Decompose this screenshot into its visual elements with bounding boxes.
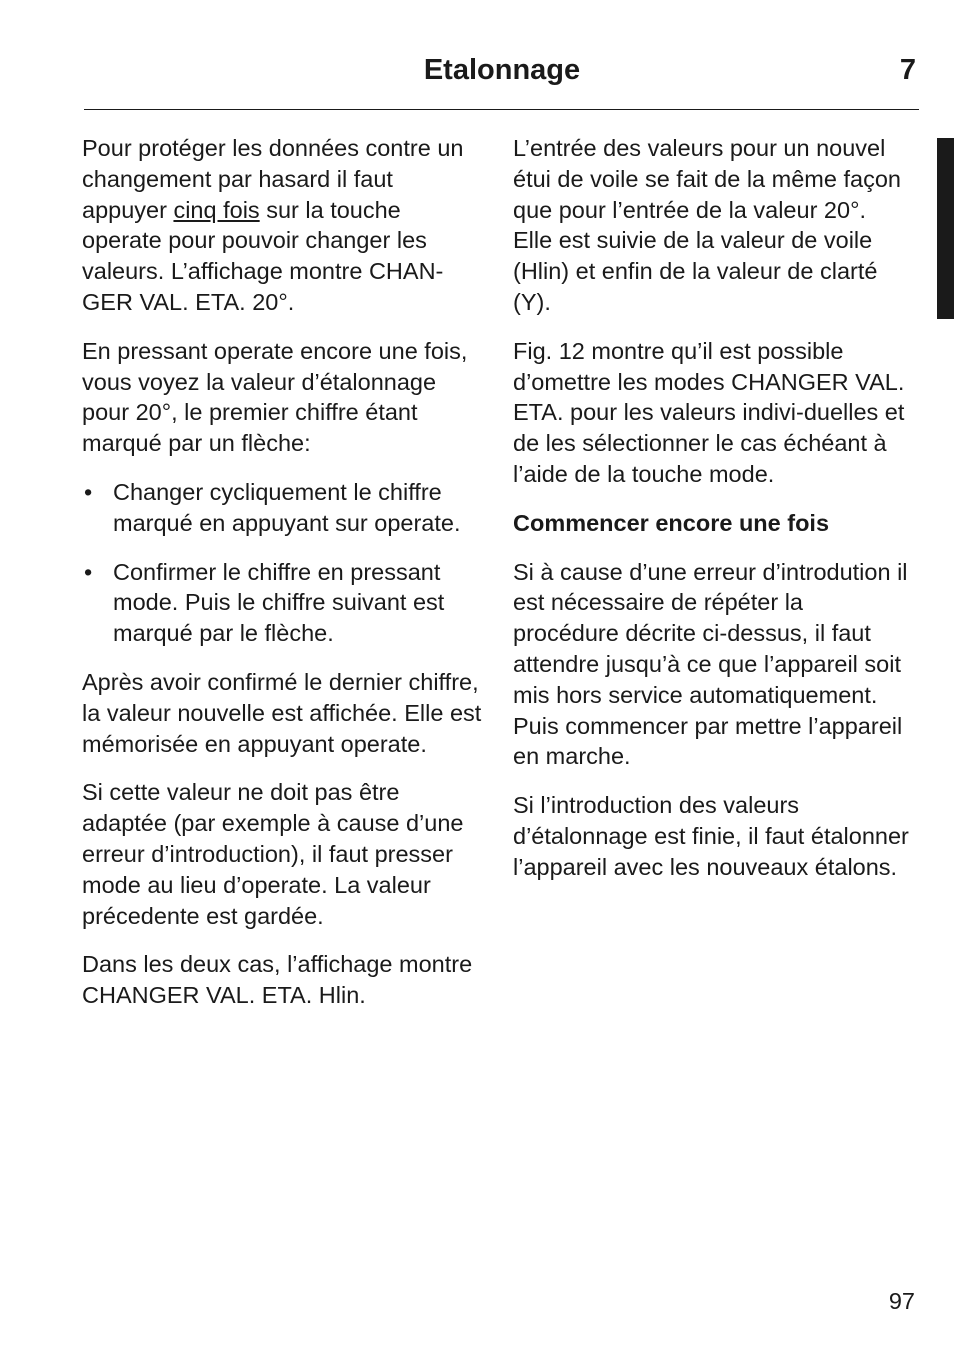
paragraph-not-adapted: Si cette valeur ne doit pas être adaptée (par exemple à cause d’une erreur d’introduction), il faut presser mode au lieu d’operate. La valeur précedente est gardée. xyxy=(82,779,464,929)
bullet-icon: • xyxy=(84,558,93,585)
paragraph-operate: En pressant operate encore une fois, vous voyez la valeur d’étalonnage pour 20°, le premier chiffre étant marqué par un flèche: xyxy=(82,337,468,457)
bullet-icon: • xyxy=(84,478,93,505)
chapter-thumb-tab xyxy=(937,138,954,319)
paragraph-confirm: Après avoir confirmé le dernier chiffre, la valeur nouvelle est affichée. Elle est mémorisée en appuyant operate. xyxy=(82,668,482,757)
paragraph-protection xyxy=(82,133,484,318)
paragraph-text: Pour protéger les données contre un changement par hasard il faut appuyer xyxy=(82,135,464,223)
paragraph-fig12: Fig. 12 montre qu’il est possible d’omettre les modes CHANGER VAL. ETA. pour les valeurs indivi-duelles et de les sélectionner le cas échéant à l’aide de la touche mode. xyxy=(513,337,905,487)
paragraph-restart: Si à cause d’une erreur d’introdution il est nécessaire de répéter la procédure décrite ci-dessus, il faut attendre jusqu’à ce que l’appareil soit mis hors service automatiquement. Puis commencer par mettre l’appareil en marche. xyxy=(513,558,908,770)
section-heading: Commencer encore une fois xyxy=(513,509,830,536)
list-item-text: Confirmer le chiffre en pressant mode. Puis le chiffre suivant est marqué par le flèche. xyxy=(113,558,445,647)
list-item-text: Changer cycliquement le chiffre marqué en appuyant sur operate. xyxy=(113,478,461,536)
paragraph-new-values: L’entrée des valeurs pour un nouvel étui de voile se fait de la même façon que pour l’entrée de la valeur 20°. Elle est suivie de la valeur de voile (Hlin) et enfin de la valeur de clarté (Y). xyxy=(513,135,901,315)
emphasis-five-times: cinq fois xyxy=(173,196,260,223)
page-number: 97 xyxy=(888,1288,915,1314)
chapter-number: 7 xyxy=(899,54,916,86)
list-item xyxy=(82,477,484,539)
paragraph-both-cases: Dans les deux cas, l’affichage montre CHANGER VAL. ETA. Hlin. xyxy=(82,951,473,1009)
instruction-list xyxy=(82,477,484,649)
header-divider xyxy=(84,109,919,110)
paragraph-finish: Si l’introduction des valeurs d’étalonnage est finie, il faut étalonner l’appareil avec les nouveaux étalons. xyxy=(513,792,909,880)
page-title: Etalonnage xyxy=(423,54,581,86)
paragraph-text: sur la touche operate pour pouvoir changer les valeurs. L’affichage montre CHAN-GER VAL. ETA. 20°. xyxy=(82,196,444,315)
list-item xyxy=(82,557,484,649)
left-column xyxy=(82,133,484,1029)
right-column xyxy=(513,133,910,901)
